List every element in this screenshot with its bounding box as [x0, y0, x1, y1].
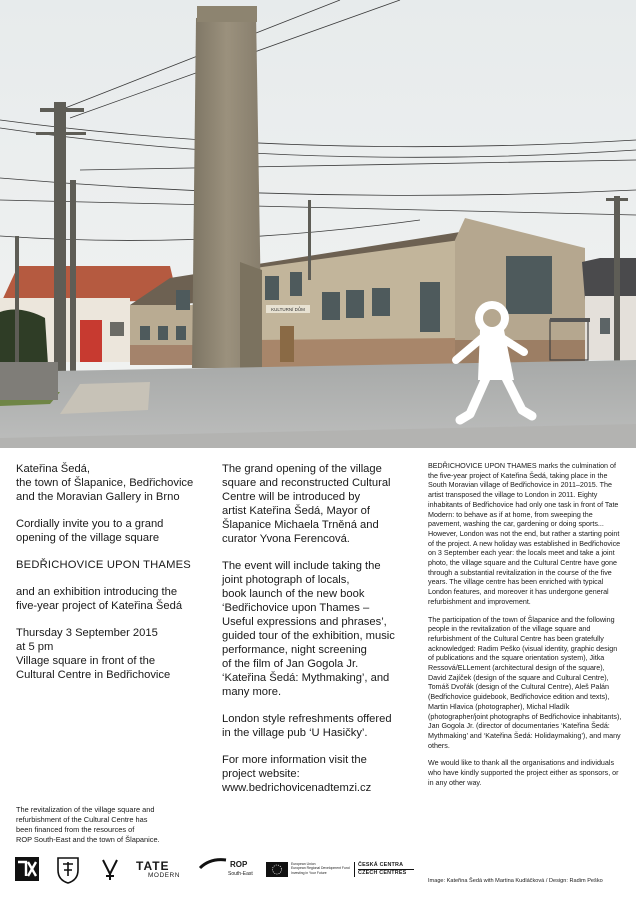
program-text: The event will include taking the joint photograph of locals, book launch of the new book ‘Bedřichovice upon Thames – Useful expressions and phrases’, guided tour of the exhibition, music performance, night screening of the film of Jan Gogola Jr. ‘Kateřina Šedá: Mythmaking’, and many more. [222, 560, 395, 698]
invitation-column [16, 462, 212, 695]
eu-flag-icon [266, 862, 288, 877]
sponsor-logos: TATE MODERN ROP South-East European Union European Regional Development Fund Investing in Your Future ČESKÁ CENTRA CZECH CENTRES [14, 856, 414, 890]
moravian-gallery-logo [14, 856, 40, 882]
rop-swoosh-icon [198, 858, 228, 870]
more-info-text: For more information visit the project website: www.bedrichovicenadtemzi.cz [222, 754, 372, 794]
hedge [0, 310, 48, 365]
village-emblem-logo [100, 856, 120, 882]
project-paragraph-2: The participation of the town of Šlapanice and the following people in the revitalization of the village square and refurbishment of the Cultural Centre has been gratefully acknowledged: Radim Peško (visual identity, graphic design of publications and the square orientation system), Jitka Ressová/ELLement (architectural design of the square), David Zajíček (design of the square and Cultural Centre), Tomáš Dvořák (design of the Cultural Centre), Aleš Palán (Bedřichovice guidebook, Bedřichovice edition and texts), Martin Hlavica (photographer), Michal Hladík (photographer/joint photographs of Bedřichovice inhabitants), Jan Gogola Jr. (director of documentaries ‘Kateřina Šedá: Mythmaking’ and ‘Kateřina Šedá: Holidaymaking’), and many others. [428, 615, 622, 750]
invite-text: Cordially invite you to a grand opening of the village square [16, 518, 164, 544]
project-paragraph-3: We would like to thank all the organisations and individuals who have kindly supported the project either as sponsors, or in any other way. [428, 759, 619, 787]
door [280, 326, 294, 362]
image-credit: Image: Kateřina Šedá with Martina Kudláčková / Design: Radim Peško [428, 878, 603, 884]
date-venue-text: Thursday 3 September 2015 at 5 pm Village square in front of the Cultural Centre in Bedřichovice [16, 627, 171, 681]
town-crest-logo [56, 856, 80, 884]
funding-note: The revitalization of the village square and refurbishment of the Cultural Centre has been financed from the resources of ROP South-East and the town of Šlapanice. [16, 805, 160, 844]
right-house-roof [582, 258, 636, 300]
program-column [222, 462, 418, 808]
event-name: BEDŘICHOVICE UPON THAMES [16, 559, 191, 571]
tate-modern-logo: TATE MODERN [136, 859, 180, 879]
refreshments-text: London style refreshments offered in the village pub ‘U Hasičky’. [222, 713, 392, 739]
project-description-column [428, 462, 624, 797]
czech-centres-logo: ČESKÁ CENTRA CZECH CENTRES [354, 862, 414, 877]
project-paragraph-1: BEDŘICHOVICE UPON THAMES marks the culmination of the five-year project of Kateřina Šedá, taking place in the South Moravian village of Bedřichovice in 2011–2015. The artist transposed the village to London in 2011. Eighty inhabitants of Bedřichovice had only one task in front of Tate Modern: to behave as if at home, from sweeping the pavement, washing the car, gardening or doing sports... However, London was not the end, but rather a starting point of the project. A new holiday was established in Bedřichovice on 3 September each year: the locals meet and take a joint photo, the village square and the Cultural Centre have gone through a substantial revitalization in the course of the five years. The village centre has been enriched with typical London features, and moreover it has undergone general refurbishment and improvement. [428, 462, 621, 606]
hosts-text: Kateřina Šedá, the town of Šlapanice, Bedřichovice and the Moravian Gallery in Brno [16, 463, 194, 503]
intro-text: The grand opening of the village square and reconstructed Cultural Centre will be introduced by artist Kateřina Šedá, Mayor of Šlapanice Michaela Trněná and curator Yvona Ferencová. [222, 463, 391, 545]
hero-photo [0, 0, 636, 448]
exhibition-text: and an exhibition introducing the five-year project of Kateřina Šedá [16, 586, 183, 612]
building-sign: KULTURNÍ DŮM [271, 307, 305, 312]
rop-south-east-logo: ROP South-East [198, 858, 260, 878]
